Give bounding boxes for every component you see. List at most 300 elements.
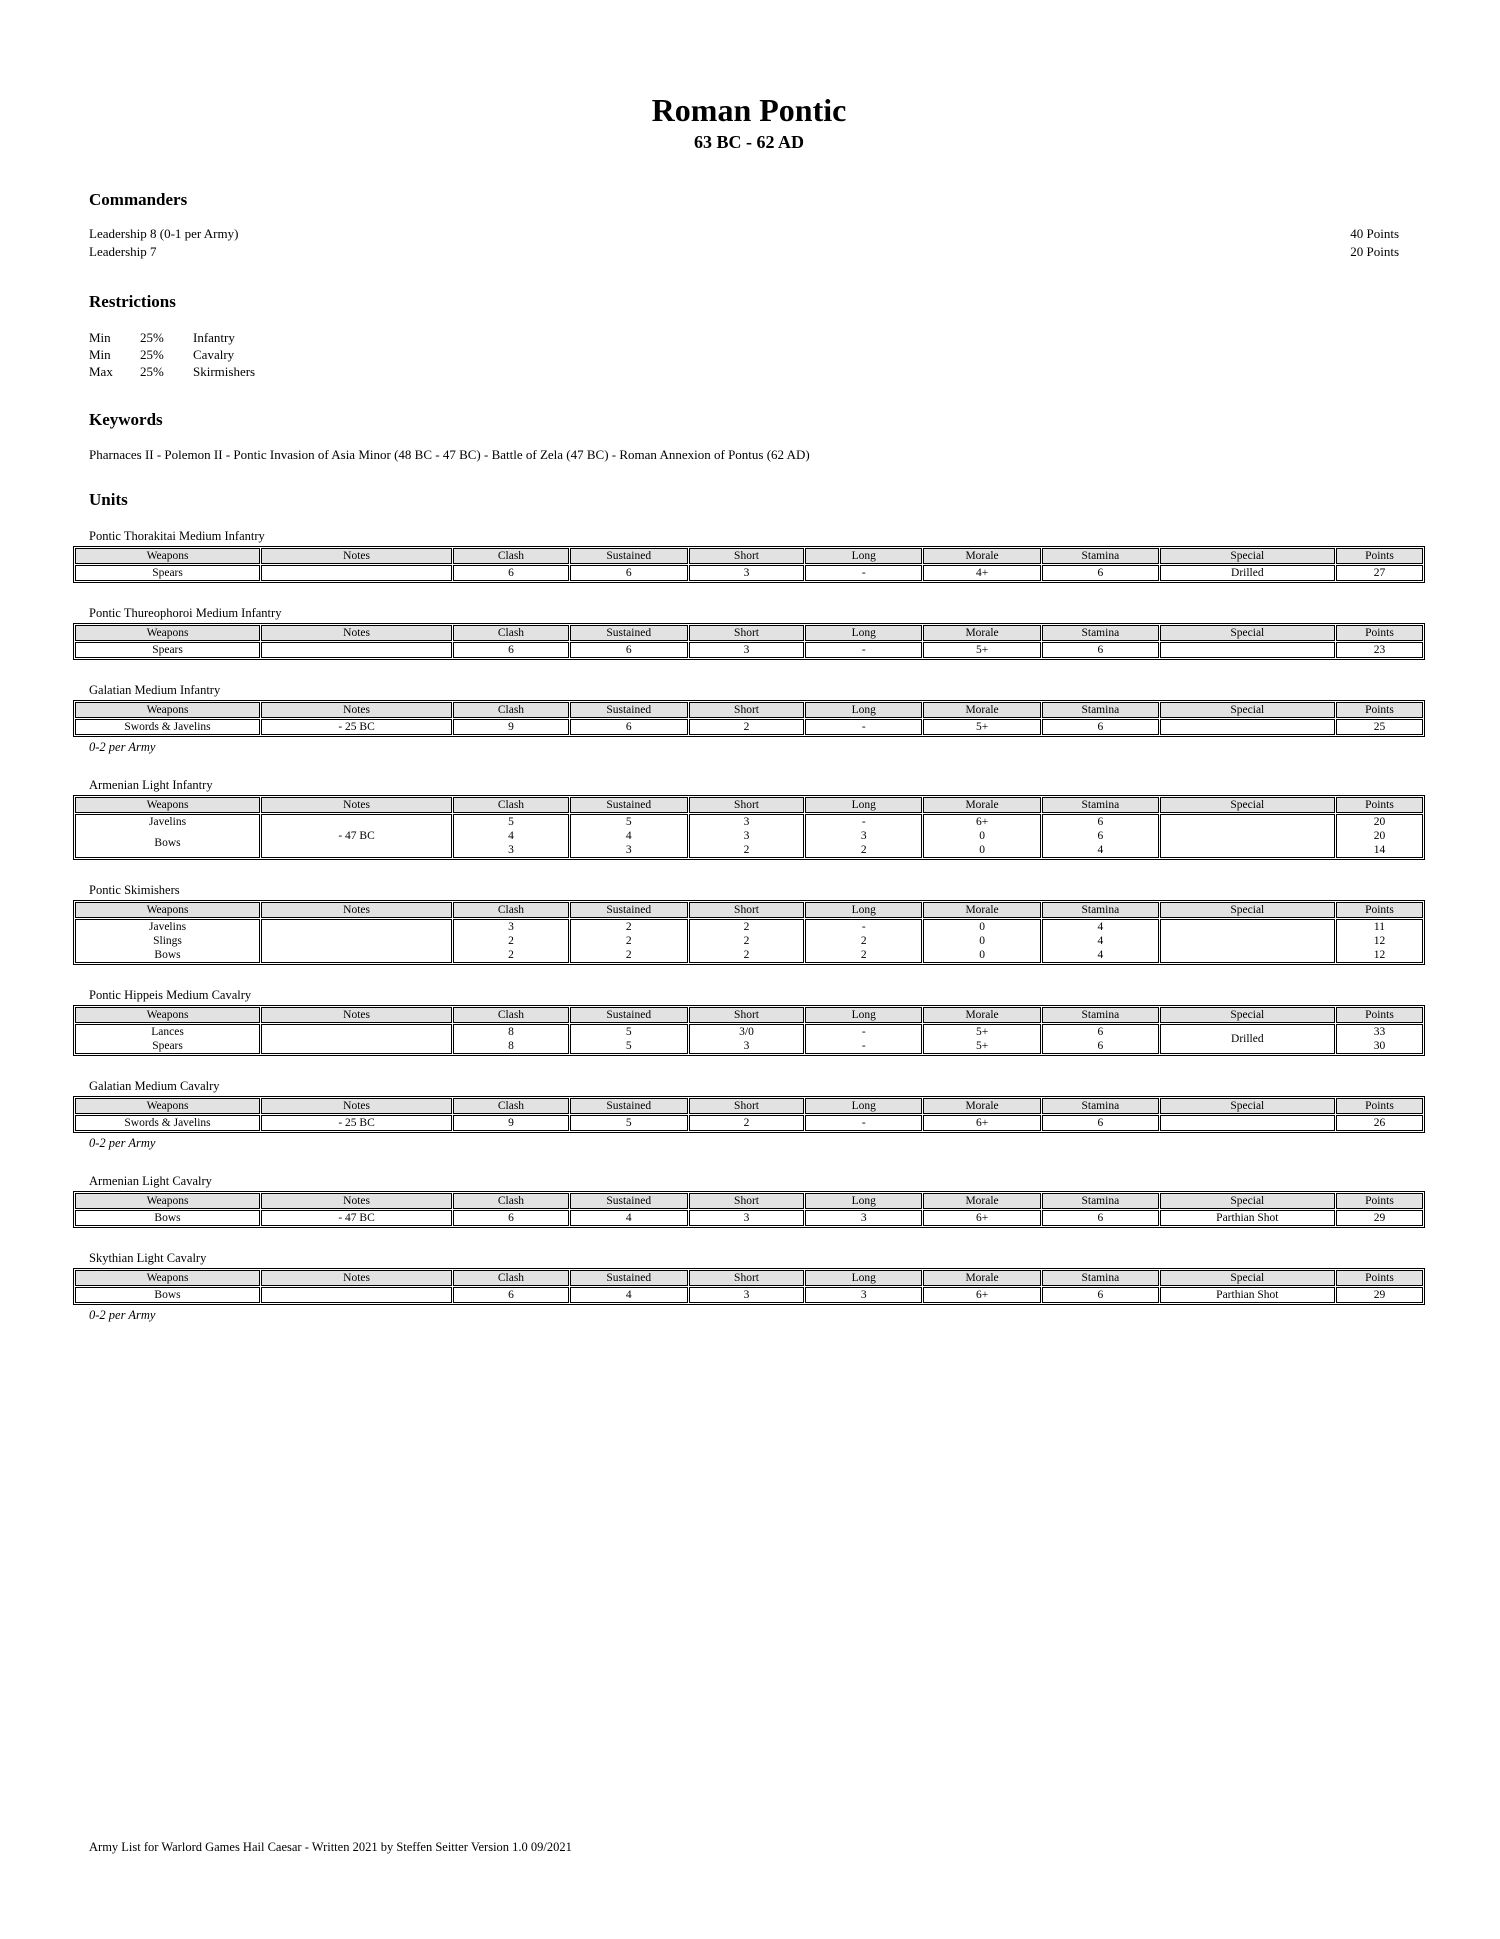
- stat-value-stamina: 6: [1097, 644, 1104, 656]
- stat-value-weapons: Javelins: [149, 816, 187, 828]
- stat-value-weapons: Bows: [154, 837, 181, 849]
- stat-value-long: -: [861, 1026, 866, 1038]
- cell-clash: [453, 1210, 569, 1226]
- stat-value-morale: 0: [979, 830, 985, 842]
- cell-sustained: [570, 814, 688, 858]
- cell-points: [1336, 565, 1423, 581]
- column-header-sustained: Sustained: [570, 625, 688, 641]
- cell-sustained: [570, 642, 688, 658]
- cell-special: [1160, 814, 1335, 858]
- stat-value-sustained: 2: [625, 949, 632, 961]
- column-header-short: Short: [689, 548, 805, 564]
- column-header-points: Points: [1336, 702, 1423, 718]
- stat-value-weapons: Slings: [153, 935, 182, 947]
- cell-sustained: [570, 919, 688, 963]
- column-header-stamina: Stamina: [1042, 1007, 1159, 1023]
- stat-value-short: 3/0: [739, 1026, 754, 1038]
- cell-notes: [261, 719, 452, 735]
- cell-sustained: [570, 1210, 688, 1226]
- column-header-weapons: Weapons: [75, 702, 260, 718]
- stat-value-morale: 0: [979, 935, 985, 947]
- cell-notes: [261, 1024, 452, 1054]
- column-header-weapons: Weapons: [75, 1007, 260, 1023]
- restriction-type: Infantry: [193, 330, 235, 345]
- stat-value-points: 30: [1373, 1040, 1386, 1052]
- stat-value-clash: 2: [508, 949, 514, 961]
- stat-value-long: 3: [860, 1289, 867, 1301]
- stat-value-sustained: 4: [625, 1289, 632, 1301]
- stat-value-stamina: 6: [1097, 721, 1104, 733]
- column-header-short: Short: [689, 797, 805, 813]
- units-heading: Units: [89, 490, 128, 509]
- column-header-weapons: Weapons: [75, 1270, 260, 1286]
- stat-value-points: 12: [1373, 935, 1386, 947]
- cell-weapons: [75, 1287, 260, 1303]
- stat-value-short: 3: [743, 816, 750, 828]
- cell-sustained: [570, 565, 688, 581]
- stat-value-notes: [262, 1025, 451, 1053]
- unit-section: [73, 683, 1425, 755]
- unit-section: [73, 1079, 1425, 1151]
- column-header-weapons: Weapons: [75, 797, 260, 813]
- cell-morale: [923, 1210, 1041, 1226]
- stat-value-short: 3: [743, 1289, 750, 1301]
- unit-title: Pontic Skimishers: [89, 883, 180, 897]
- column-header-clash: Clash: [453, 1007, 569, 1023]
- stat-value-weapons: Swords & Javelins: [124, 1117, 211, 1129]
- unit-tables-area: [73, 529, 1425, 1323]
- cell-special: [1160, 719, 1335, 735]
- stat-value-morale: 5+: [975, 1026, 989, 1038]
- stat-value-long: -: [861, 1040, 866, 1052]
- column-header-short: Short: [689, 625, 805, 641]
- column-header-notes: Notes: [261, 702, 452, 718]
- column-header-weapons: Weapons: [75, 625, 260, 641]
- column-header-stamina: Stamina: [1042, 1270, 1159, 1286]
- cell-clash: [453, 565, 569, 581]
- column-header-special: Special: [1160, 702, 1335, 718]
- commander-points: 40 Points: [1350, 226, 1399, 241]
- cell-weapons: [75, 565, 260, 581]
- cell-stamina: [1042, 1115, 1159, 1131]
- cell-points: [1336, 919, 1423, 963]
- column-header-morale: Morale: [923, 902, 1041, 918]
- column-header-clash: Clash: [453, 1193, 569, 1209]
- stat-value-points: 27: [1373, 567, 1386, 579]
- unit-stats-grid: [75, 1270, 1423, 1303]
- unit-title: Galatian Medium Cavalry: [89, 1079, 220, 1093]
- unit-stats-table: [73, 700, 1425, 737]
- column-header-long: Long: [805, 702, 922, 718]
- stat-value-weapons: Lances: [151, 1026, 184, 1038]
- stat-value-weapons: Bows: [154, 1212, 181, 1224]
- unit-availability-note: 0-2 per Army: [89, 740, 156, 754]
- stat-value-short: 2: [743, 1117, 750, 1129]
- cell-clash: [453, 919, 569, 963]
- column-header-morale: Morale: [923, 548, 1041, 564]
- column-header-clash: Clash: [453, 625, 569, 641]
- column-header-clash: Clash: [453, 797, 569, 813]
- column-header-special: Special: [1160, 1007, 1335, 1023]
- stat-value-morale: 6+: [975, 1117, 989, 1129]
- column-header-points: Points: [1336, 797, 1423, 813]
- stat-value-clash: 8: [508, 1040, 514, 1052]
- cell-short: [689, 814, 805, 858]
- stat-value-clash: 5: [508, 816, 514, 828]
- stat-value-morale: 5+: [975, 1040, 989, 1052]
- cell-notes: [261, 919, 452, 963]
- cell-special: [1160, 1024, 1335, 1054]
- stat-value-short: 3: [743, 1040, 750, 1052]
- stat-value-sustained: 6: [625, 567, 632, 579]
- stat-value-short: 3: [743, 830, 750, 842]
- cell-stamina: [1042, 1287, 1159, 1303]
- column-header-clash: Clash: [453, 1098, 569, 1114]
- unit-stats-table: [73, 795, 1425, 860]
- cell-stamina: [1042, 565, 1159, 581]
- stat-value-notes: - 47 BC: [338, 830, 375, 842]
- unit-stats-grid: [75, 902, 1423, 963]
- commander-points: 20 Points: [1350, 244, 1399, 259]
- stat-value-special: [1161, 720, 1334, 734]
- unit-title: Pontic Thorakitai Medium Infantry: [89, 529, 265, 543]
- cell-stamina: [1042, 919, 1159, 963]
- stat-value-points: 25: [1373, 721, 1386, 733]
- unit-section: [73, 606, 1425, 660]
- cell-long: [805, 1024, 922, 1054]
- stat-value-sustained: 5: [625, 816, 632, 828]
- cell-special: [1160, 1115, 1335, 1131]
- stat-value-notes: [262, 920, 451, 962]
- column-header-special: Special: [1160, 1098, 1335, 1114]
- stat-value-stamina: 4: [1097, 935, 1104, 947]
- stat-value-short: 3: [743, 644, 750, 656]
- column-header-long: Long: [805, 797, 922, 813]
- cell-short: [689, 565, 805, 581]
- document-content: [73, 0, 1425, 1346]
- unit-stats-grid: [75, 797, 1423, 858]
- stat-value-morale: 6+: [975, 816, 989, 828]
- cell-morale: [923, 814, 1041, 858]
- cell-special: [1160, 642, 1335, 658]
- column-header-special: Special: [1160, 1270, 1335, 1286]
- column-header-clash: Clash: [453, 702, 569, 718]
- unit-stats-grid: [75, 702, 1423, 735]
- stat-value-sustained: 6: [625, 644, 632, 656]
- cell-notes: [261, 1115, 452, 1131]
- stat-value-stamina: 6: [1097, 830, 1104, 842]
- stat-value-long: -: [861, 1117, 866, 1129]
- column-header-short: Short: [689, 1270, 805, 1286]
- unit-stats-table: [73, 1096, 1425, 1133]
- stat-value-notes: [262, 566, 451, 580]
- cell-morale: [923, 642, 1041, 658]
- restriction-row: [73, 329, 1425, 346]
- column-header-stamina: Stamina: [1042, 1193, 1159, 1209]
- unit-section: [73, 1251, 1425, 1323]
- cell-morale: [923, 1024, 1041, 1054]
- stat-value-notes: - 25 BC: [338, 1117, 375, 1129]
- cell-weapons: [75, 1210, 260, 1226]
- cell-short: [689, 919, 805, 963]
- cell-morale: [923, 1115, 1041, 1131]
- column-header-notes: Notes: [261, 1007, 452, 1023]
- cell-weapons: [75, 642, 260, 658]
- stat-value-sustained: 2: [625, 935, 632, 947]
- column-header-weapons: Weapons: [75, 1098, 260, 1114]
- column-header-points: Points: [1336, 1007, 1423, 1023]
- unit-stats-table: [73, 1268, 1425, 1305]
- restriction-limit: Min: [89, 330, 111, 345]
- unit-title: Skythian Light Cavalry: [89, 1251, 207, 1265]
- column-header-clash: Clash: [453, 902, 569, 918]
- restriction-type: Cavalry: [193, 347, 235, 362]
- cell-weapons: [75, 814, 260, 858]
- stat-value-stamina: 6: [1097, 1026, 1104, 1038]
- column-header-points: Points: [1336, 548, 1423, 564]
- cell-long: [805, 565, 922, 581]
- stat-value-stamina: 6: [1097, 1117, 1104, 1129]
- cell-special: [1160, 565, 1335, 581]
- column-header-weapons: Weapons: [75, 1193, 260, 1209]
- column-header-long: Long: [805, 1193, 922, 1209]
- stat-value-weapons: Bows: [154, 949, 181, 961]
- cell-long: [805, 919, 922, 963]
- commander-label: Leadership 8 (0-1 per Army): [89, 226, 239, 241]
- unit-title: Galatian Medium Infantry: [89, 683, 221, 697]
- stat-value-special: [1161, 643, 1334, 657]
- stat-value-notes: [262, 643, 451, 657]
- stat-value-special: Drilled: [1231, 567, 1264, 579]
- unit-stats-table: [73, 1191, 1425, 1228]
- stat-value-weapons: Spears: [152, 644, 183, 656]
- cell-clash: [453, 642, 569, 658]
- unit-availability-note: 0-2 per Army: [89, 1308, 156, 1322]
- column-header-special: Special: [1160, 625, 1335, 641]
- stat-value-long: -: [861, 644, 866, 656]
- unit-title: Pontic Hippeis Medium Cavalry: [89, 988, 252, 1002]
- stat-value-morale: 4+: [975, 567, 989, 579]
- cell-morale: [923, 1287, 1041, 1303]
- stat-value-points: 14: [1373, 844, 1386, 856]
- cell-clash: [453, 719, 569, 735]
- column-header-morale: Morale: [923, 702, 1041, 718]
- column-header-notes: Notes: [261, 625, 452, 641]
- cell-points: [1336, 1210, 1423, 1226]
- column-header-points: Points: [1336, 625, 1423, 641]
- stat-value-short: 3: [743, 1212, 750, 1224]
- stat-value-points: 12: [1373, 949, 1386, 961]
- stat-value-sustained: 5: [625, 1040, 632, 1052]
- restriction-row: [73, 346, 1425, 363]
- cell-points: [1336, 814, 1423, 858]
- column-header-short: Short: [689, 1007, 805, 1023]
- unit-availability-note: 0-2 per Army: [89, 1136, 156, 1150]
- restriction-percent: 25%: [140, 330, 164, 345]
- stat-value-points: 26: [1373, 1117, 1386, 1129]
- unit-stats-table: [73, 1005, 1425, 1056]
- restrictions-heading: Restrictions: [89, 292, 176, 311]
- cell-short: [689, 719, 805, 735]
- column-header-points: Points: [1336, 1098, 1423, 1114]
- stat-value-weapons: Javelins: [149, 921, 187, 933]
- stat-value-morale: 5+: [975, 644, 989, 656]
- stat-value-stamina: 4: [1097, 844, 1104, 856]
- cell-notes: [261, 1287, 452, 1303]
- cell-long: [805, 719, 922, 735]
- unit-section: [73, 988, 1425, 1056]
- unit-section: [73, 529, 1425, 583]
- stat-value-stamina: 4: [1097, 949, 1104, 961]
- column-header-special: Special: [1160, 548, 1335, 564]
- unit-title: Pontic Thureophoroi Medium Infantry: [89, 606, 282, 620]
- cell-stamina: [1042, 814, 1159, 858]
- stat-value-long: -: [861, 816, 866, 828]
- column-header-stamina: Stamina: [1042, 548, 1159, 564]
- column-header-weapons: Weapons: [75, 902, 260, 918]
- cell-weapons: [75, 919, 260, 963]
- stat-value-points: 11: [1373, 921, 1385, 933]
- unit-stats-grid: [75, 548, 1423, 581]
- unit-stats-grid: [75, 1098, 1423, 1131]
- stat-value-sustained: 3: [625, 844, 632, 856]
- column-header-notes: Notes: [261, 797, 452, 813]
- stat-value-special: [1161, 1116, 1334, 1130]
- cell-special: [1160, 919, 1335, 963]
- column-header-notes: Notes: [261, 1193, 452, 1209]
- stat-value-sustained: 5: [625, 1026, 632, 1038]
- stat-value-short: 3: [743, 567, 750, 579]
- cell-clash: [453, 814, 569, 858]
- restriction-percent: 25%: [140, 347, 164, 362]
- column-header-stamina: Stamina: [1042, 1098, 1159, 1114]
- stat-value-sustained: 5: [625, 1117, 632, 1129]
- stat-value-morale: 0: [979, 844, 985, 856]
- stat-value-morale: 0: [979, 949, 985, 961]
- unit-title: Armenian Light Infantry: [89, 778, 213, 792]
- commander-row: [73, 225, 1425, 243]
- commanders-list: [73, 225, 1425, 261]
- stat-value-weapons: Bows: [154, 1289, 181, 1301]
- restriction-percent: 25%: [140, 364, 164, 379]
- column-header-weapons: Weapons: [75, 548, 260, 564]
- stat-value-notes: - 47 BC: [338, 1212, 375, 1224]
- column-header-short: Short: [689, 1193, 805, 1209]
- stat-value-stamina: 6: [1097, 1289, 1104, 1301]
- column-header-notes: Notes: [261, 902, 452, 918]
- column-header-morale: Morale: [923, 1098, 1041, 1114]
- column-header-special: Special: [1160, 902, 1335, 918]
- column-header-morale: Morale: [923, 797, 1041, 813]
- cell-points: [1336, 1024, 1423, 1054]
- column-header-long: Long: [805, 1270, 922, 1286]
- keywords-heading: Keywords: [89, 410, 163, 429]
- cell-short: [689, 1024, 805, 1054]
- stat-value-long: 3: [860, 1212, 867, 1224]
- cell-stamina: [1042, 1024, 1159, 1054]
- cell-points: [1336, 719, 1423, 735]
- cell-clash: [453, 1024, 569, 1054]
- column-header-notes: Notes: [261, 548, 452, 564]
- cell-weapons: [75, 1024, 260, 1054]
- cell-weapons: [75, 1115, 260, 1131]
- cell-points: [1336, 1287, 1423, 1303]
- stat-value-stamina: 6: [1097, 1040, 1104, 1052]
- cell-short: [689, 642, 805, 658]
- cell-long: [805, 814, 922, 858]
- page-title: Roman Pontic: [651, 92, 847, 128]
- column-header-stamina: Stamina: [1042, 797, 1159, 813]
- cell-short: [689, 1287, 805, 1303]
- stat-value-points: 20: [1373, 830, 1386, 842]
- stat-value-long: 2: [860, 949, 867, 961]
- column-header-sustained: Sustained: [570, 1193, 688, 1209]
- column-header-morale: Morale: [923, 625, 1041, 641]
- cell-stamina: [1042, 719, 1159, 735]
- column-header-morale: Morale: [923, 1193, 1041, 1209]
- stat-value-long: -: [861, 567, 866, 579]
- column-header-points: Points: [1336, 902, 1423, 918]
- stat-value-clash: 9: [508, 1117, 514, 1129]
- stat-value-long: 2: [860, 844, 867, 856]
- stat-value-long: 2: [860, 935, 867, 947]
- column-header-points: Points: [1336, 1193, 1423, 1209]
- stat-value-morale: 6+: [975, 1212, 989, 1224]
- column-header-stamina: Stamina: [1042, 902, 1159, 918]
- cell-long: [805, 1115, 922, 1131]
- cell-short: [689, 1115, 805, 1131]
- column-header-sustained: Sustained: [570, 1098, 688, 1114]
- cell-sustained: [570, 719, 688, 735]
- cell-long: [805, 642, 922, 658]
- stat-value-notes: - 25 BC: [338, 721, 375, 733]
- stat-value-clash: 6: [508, 1289, 514, 1301]
- stat-value-stamina: 6: [1097, 816, 1104, 828]
- cell-notes: [261, 1210, 452, 1226]
- commander-label: Leadership 7: [89, 244, 157, 259]
- stat-value-sustained: 4: [625, 1212, 632, 1224]
- cell-special: [1160, 1287, 1335, 1303]
- restrictions-list: [73, 329, 1425, 380]
- footer-text: Army List for Warlord Games Hail Caesar - Written 2021 by Steffen Seitter Version 1.0 09/2021: [89, 1840, 572, 1854]
- cell-stamina: [1042, 642, 1159, 658]
- stat-value-short: 2: [743, 844, 750, 856]
- stat-value-stamina: 6: [1097, 567, 1104, 579]
- column-header-notes: Notes: [261, 1098, 452, 1114]
- cell-weapons: [75, 719, 260, 735]
- stat-value-short: 2: [743, 921, 750, 933]
- page-subtitle: 63 BC - 62 AD: [693, 132, 804, 152]
- stat-value-clash: 6: [508, 1212, 514, 1224]
- column-header-notes: Notes: [261, 1270, 452, 1286]
- cell-sustained: [570, 1024, 688, 1054]
- column-header-sustained: Sustained: [570, 902, 688, 918]
- stat-value-weapons: Swords & Javelins: [124, 721, 211, 733]
- stat-value-points: 33: [1373, 1026, 1386, 1038]
- stat-value-morale: 5+: [975, 721, 989, 733]
- column-header-sustained: Sustained: [570, 1270, 688, 1286]
- cell-short: [689, 1210, 805, 1226]
- stat-value-points: 23: [1373, 644, 1386, 656]
- column-header-long: Long: [805, 1098, 922, 1114]
- unit-section: [73, 778, 1425, 860]
- cell-points: [1336, 642, 1423, 658]
- stat-value-sustained: 2: [625, 921, 632, 933]
- column-header-clash: Clash: [453, 1270, 569, 1286]
- unit-stats-table: [73, 546, 1425, 583]
- stat-value-stamina: 6: [1097, 1212, 1104, 1224]
- stat-value-notes: [262, 1288, 451, 1302]
